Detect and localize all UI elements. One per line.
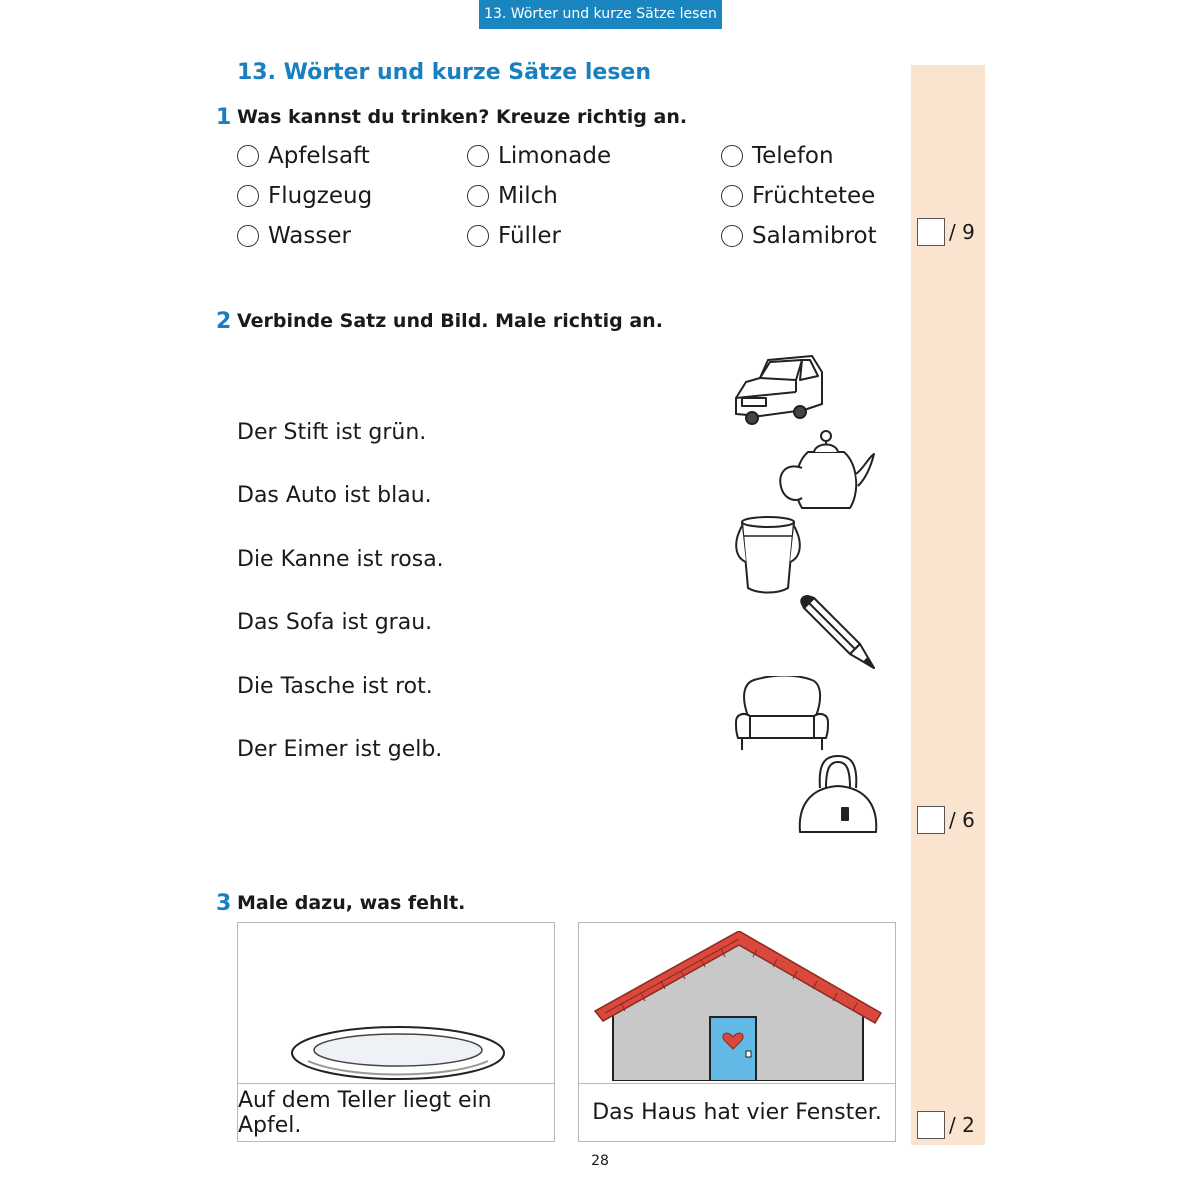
plate-icon	[288, 1023, 508, 1083]
score-task-3	[917, 1111, 975, 1139]
score-label: / 2	[949, 1113, 975, 1137]
sofa-icon[interactable]	[734, 676, 830, 754]
option-fruechtetee[interactable]	[721, 183, 875, 209]
task-2-number: 2	[216, 309, 232, 334]
option-label: Apfelsaft	[268, 143, 370, 169]
bucket-icon[interactable]	[732, 514, 804, 594]
page-number: 28	[591, 1153, 609, 1169]
option-label: Telefon	[752, 143, 834, 169]
radio-circle[interactable]	[721, 145, 743, 167]
sentence-kanne[interactable]: Die Kanne ist rosa.	[237, 547, 444, 572]
header-tab: 13. Wörter und kurze Sätze lesen	[479, 0, 722, 29]
pencil-icon[interactable]	[798, 594, 878, 674]
task-1-number: 1	[216, 105, 232, 130]
drawing-panel-house[interactable]	[578, 922, 896, 1142]
option-label: Früchtetee	[752, 183, 876, 209]
score-label: / 9	[949, 220, 975, 244]
car-icon[interactable]	[730, 352, 826, 426]
drawing-panel-plate[interactable]	[237, 922, 555, 1142]
radio-circle[interactable]	[237, 225, 259, 247]
score-box[interactable]	[917, 1111, 945, 1139]
option-label: Wasser	[268, 223, 351, 249]
sentence-tasche[interactable]: Die Tasche ist rot.	[237, 674, 433, 699]
radio-circle[interactable]	[467, 145, 489, 167]
option-apfelsaft[interactable]	[237, 143, 370, 169]
radio-circle[interactable]	[237, 145, 259, 167]
radio-circle[interactable]	[721, 185, 743, 207]
option-label: Füller	[498, 223, 561, 249]
option-fueller[interactable]	[467, 223, 561, 249]
option-salamibrot[interactable]	[721, 223, 877, 249]
radio-circle[interactable]	[467, 185, 489, 207]
task-2-instruction: Verbinde Satz und Bild. Male richtig an.	[237, 310, 663, 332]
panel-caption: Auf dem Teller liegt ein Apfel.	[238, 1083, 554, 1141]
score-task-1	[917, 218, 975, 246]
radio-circle[interactable]	[721, 225, 743, 247]
score-box[interactable]	[917, 806, 945, 834]
panel-caption: Das Haus hat vier Fenster.	[579, 1083, 895, 1141]
option-label: Flugzeug	[268, 183, 373, 209]
teapot-icon[interactable]	[772, 428, 880, 512]
task-3-number: 3	[216, 891, 232, 916]
sentence-sofa[interactable]: Das Sofa ist grau.	[237, 610, 433, 635]
task-3-instruction: Male dazu, was fehlt.	[237, 892, 466, 914]
house-icon	[591, 931, 883, 1081]
sentence-stift[interactable]: Der Stift ist grün.	[237, 420, 427, 445]
option-telefon[interactable]	[721, 143, 834, 169]
option-label: Limonade	[498, 143, 612, 169]
score-label: / 6	[949, 808, 975, 832]
score-task-2	[917, 806, 975, 834]
page-title: 13. Wörter und kurze Sätze lesen	[237, 60, 652, 85]
task-1-instruction: Was kannst du trinken? Kreuze richtig an.	[237, 106, 688, 128]
sentence-auto[interactable]: Das Auto ist blau.	[237, 483, 432, 508]
option-wasser[interactable]	[237, 223, 351, 249]
option-label: Milch	[498, 183, 558, 209]
radio-circle[interactable]	[467, 225, 489, 247]
option-label: Salamibrot	[752, 223, 877, 249]
sentence-eimer[interactable]: Der Eimer ist gelb.	[237, 737, 443, 762]
score-box[interactable]	[917, 218, 945, 246]
option-milch[interactable]	[467, 183, 558, 209]
option-flugzeug[interactable]	[237, 183, 372, 209]
handbag-icon[interactable]	[796, 754, 880, 836]
option-limonade[interactable]	[467, 143, 611, 169]
radio-circle[interactable]	[237, 185, 259, 207]
